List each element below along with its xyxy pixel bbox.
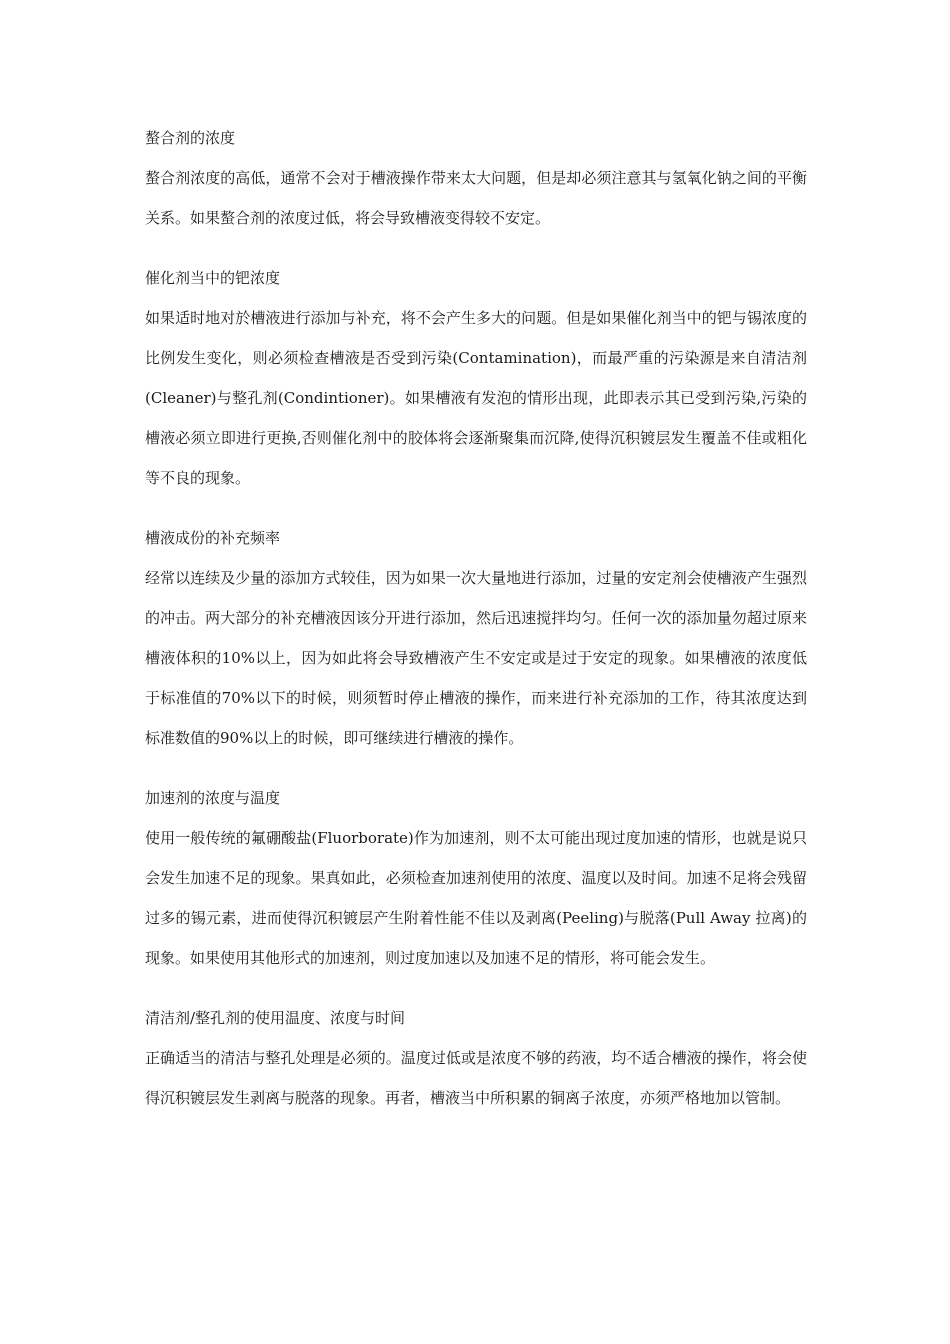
- section-paragraph: 使用一般传统的氟硼酸盐(Fluorborate)作为加速剂，则不太可能出现过度加速的情形，也就是说只会发生加速不足的现象。果真如此，必须检查加速剂使用的浓度、温度以及时间。加速不足将会残留过多的锡元素，进而使得沉积镀层产生附着性能不佳以及剥离(Peeling)与脱落(Pull Away 拉离)的现象。如果使用其他形式的加速剂，则过度加速以及加速不足的情形，将可能会发生。: [145, 829, 807, 967]
- section-heading: 槽液成份的补充频率: [145, 529, 281, 547]
- section-paragraph: 螯合剂浓度的高低，通常不会对于槽液操作带来太大问题，但是却必须注意其与氢氧化钠之间的平衡关系。如果螯合剂的浓度过低，将会导致槽液变得较不安定。: [145, 169, 807, 227]
- section-heading: 清洁剂/整孔剂的使用温度、浓度与时间: [145, 1009, 406, 1027]
- section-paragraph: 如果适时地对於槽液进行添加与补充，将不会产生多大的问题。但是如果催化剂当中的钯与锡浓度的比例发生变化，则必须检查槽液是否受到污染(Contamination)，而最严重的污染源是来自清洁剂(Cleaner)与整孔剂(Condintioner)。如果槽液有发泡的情形出现，此即表示其已受到污染,污染的槽液必须立即进行更换,否则催化剂中的胶体将会逐渐聚集而沉降,使得沉积镀层发生覆盖不佳或粗化等不良的现象。: [145, 309, 807, 487]
- section-paragraph: 正确适当的清洁与整孔处理是必须的。温度过低或是浓度不够的药液，均不适合槽液的操作，将会使得沉积镀层发生剥离与脱落的现象。再者，槽液当中所积累的铜离子浓度，亦须严格地加以管制。: [145, 1049, 807, 1107]
- section-chelating-agent: [145, 118, 807, 238]
- section-accelerator: [145, 778, 807, 978]
- document-page: [145, 118, 807, 1138]
- section-replenish-frequency: [145, 518, 807, 758]
- section-paragraph: 经常以连续及少量的添加方式较佳，因为如果一次大量地进行添加，过量的安定剂会使槽液产生强烈的冲击。两大部分的补充槽液因该分开进行添加，然后迅速搅拌均匀。任何一次的添加量勿超过原来槽液体积的10%以上，因为如此将会导致槽液产生不安定或是过于安定的现象。如果槽液的浓度低于标准值的70%以下的时候，则须暂时停止槽液的操作，而来进行补充添加的工作，待其浓度达到标准数值的90%以上的时候，即可继续进行槽液的操作。: [145, 569, 807, 747]
- section-heading: 螯合剂的浓度: [145, 129, 236, 147]
- section-heading: 催化剂当中的钯浓度: [145, 269, 281, 287]
- section-cleaner-conditioner: [145, 998, 807, 1118]
- section-heading: 加速剂的浓度与温度: [145, 789, 281, 807]
- section-palladium-concentration: [145, 258, 807, 498]
